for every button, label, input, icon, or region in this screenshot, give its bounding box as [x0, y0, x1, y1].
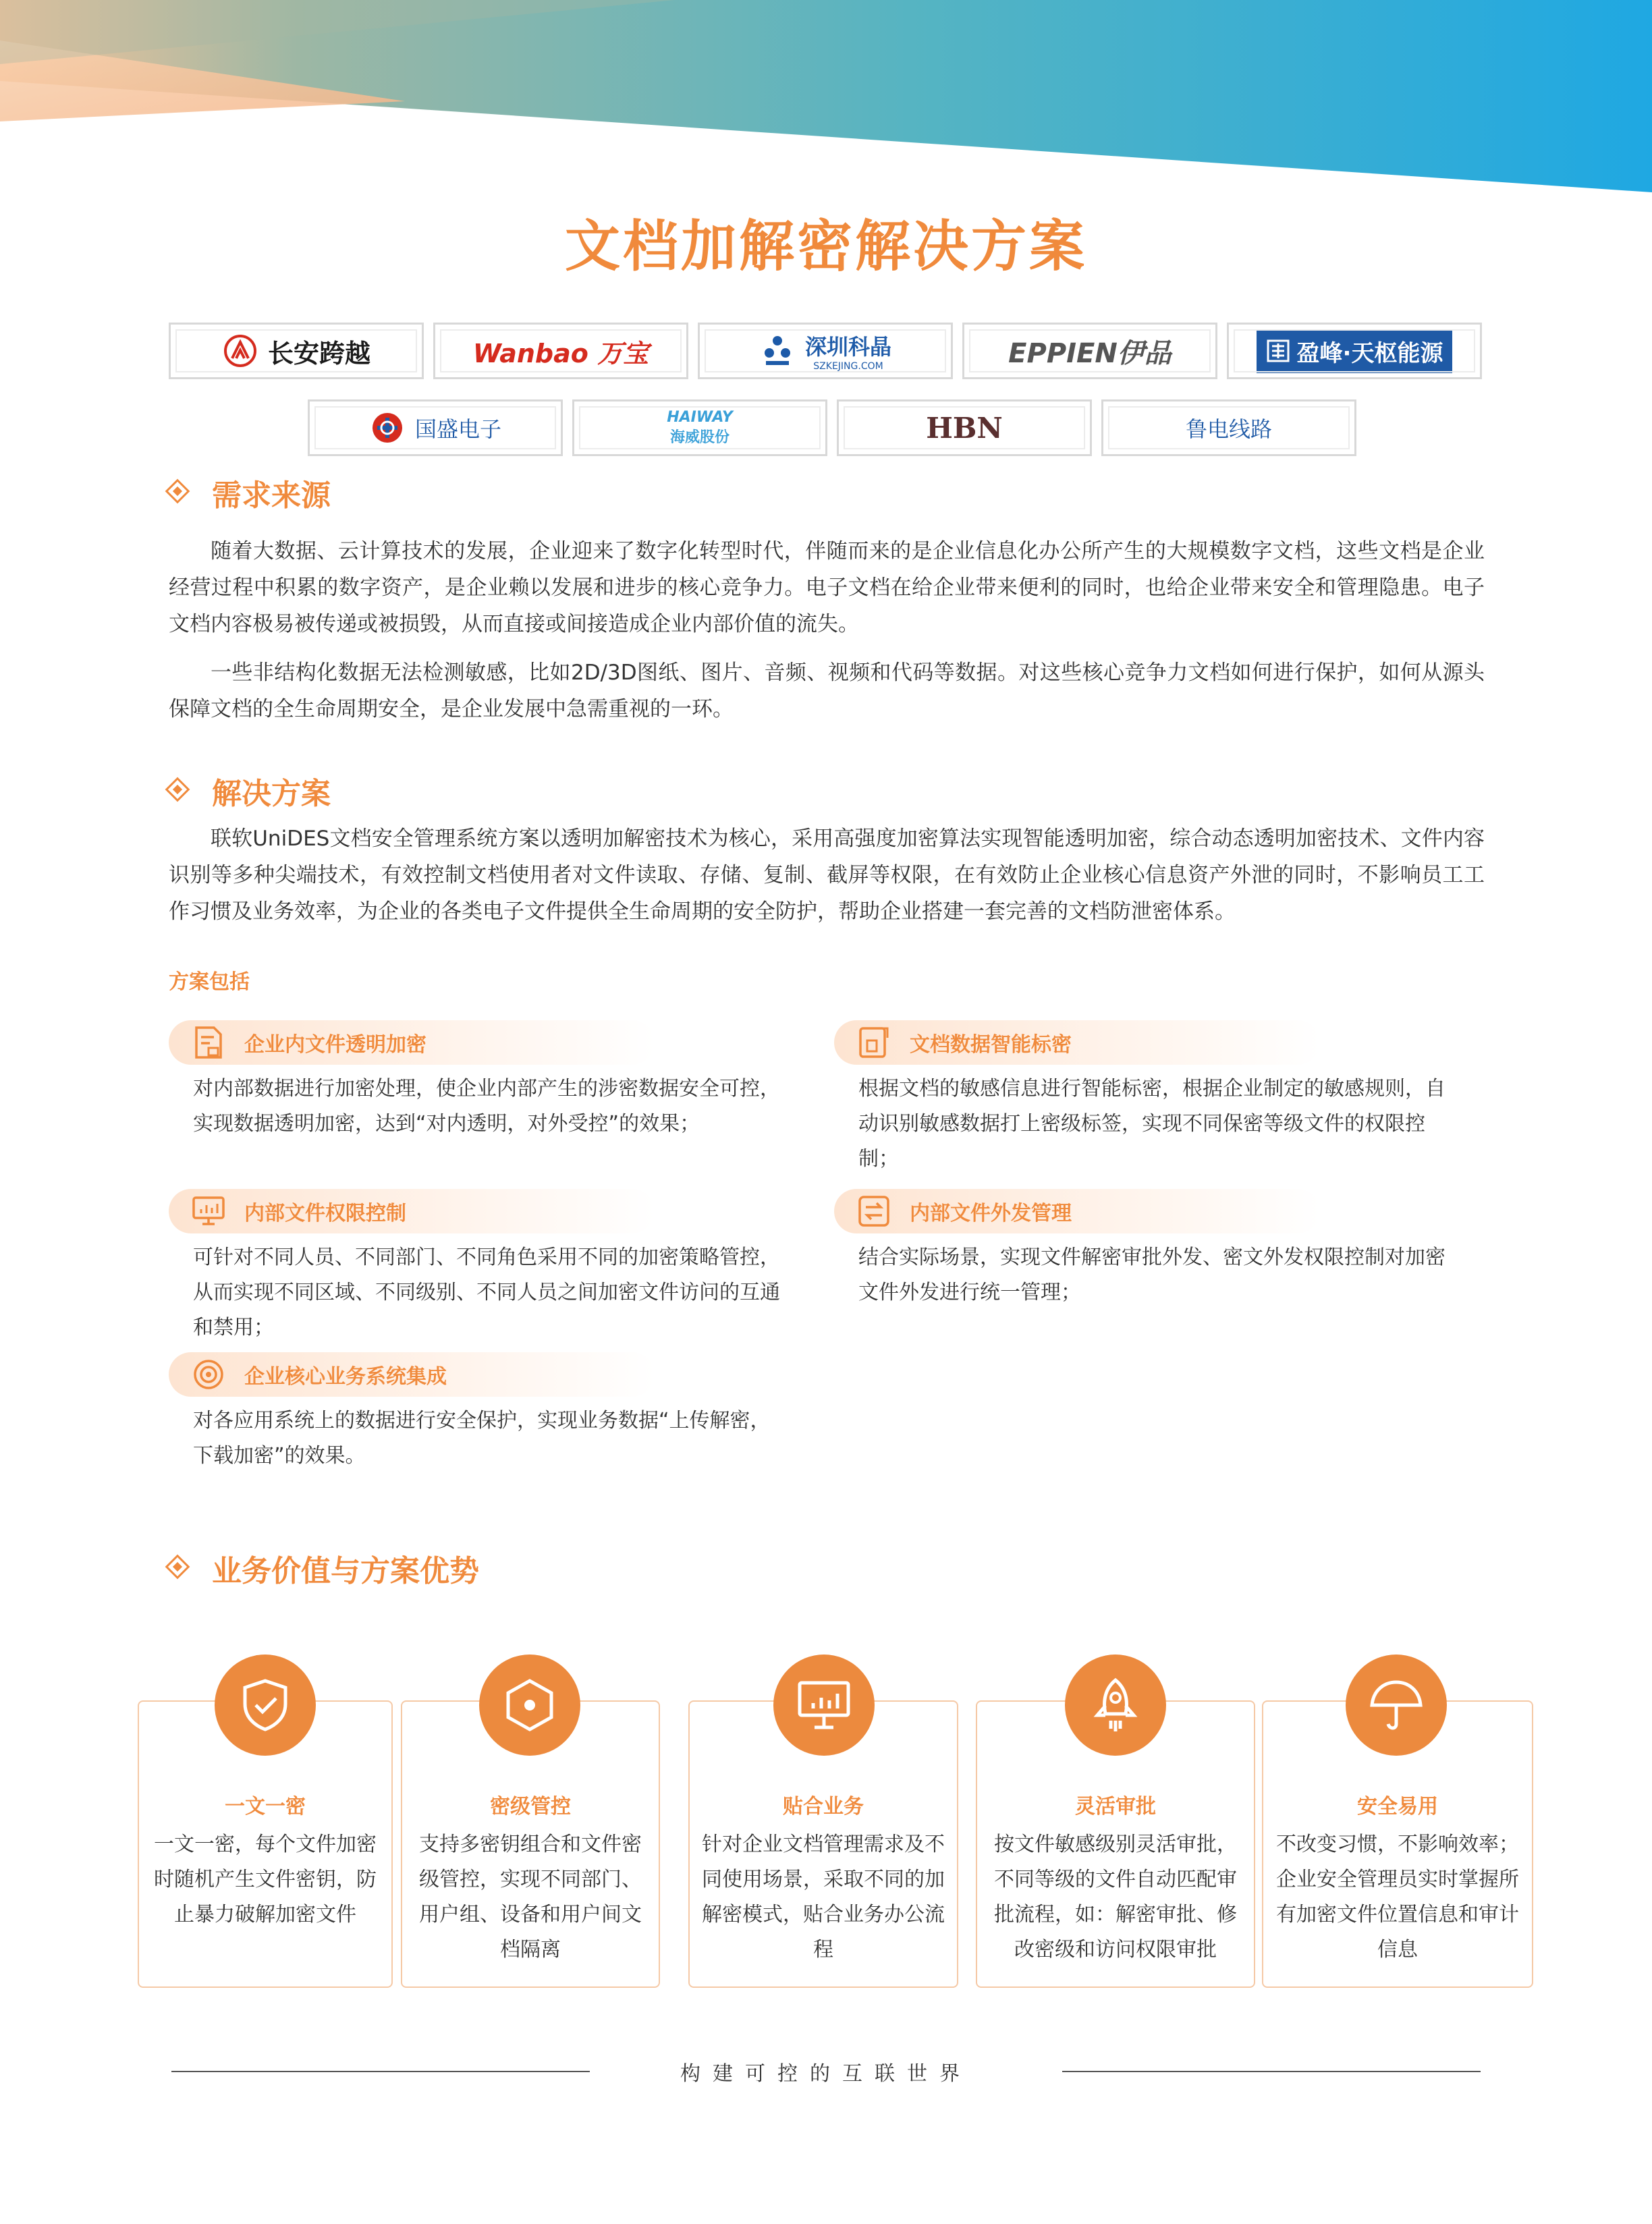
logo-wanbao — [433, 323, 688, 379]
umbrella-icon — [1346, 1655, 1447, 1756]
hexagon-icon — [479, 1655, 580, 1756]
feature-body: 对内部数据进行加密处理，使企业内部产生的涉密数据安全可控，实现数据透明加密，达到“对内透明，对外受控”的效果； — [193, 1077, 780, 1136]
chart-monitor-icon — [773, 1655, 875, 1756]
section-title: 业务价值与方案优势 — [212, 1554, 479, 1588]
logo-label: 国盛电子 — [414, 416, 501, 442]
card-body: 按文件敏感级别灵活审批，不同等级的文件自动匹配审批流程，如：解密审批、修改密级和访问权限审批 — [994, 1833, 1237, 1962]
logo-label: 长安跨越 — [267, 338, 370, 368]
diamond-bullet-icon — [169, 1558, 189, 1578]
changan-mark-icon — [222, 333, 258, 369]
card-body: 一文一密，每个文件加密时随机产生文件密钥，防止暴力破解加密文件 — [154, 1833, 377, 1926]
includes-label: 方案包括 — [169, 970, 250, 994]
logo-label: EPPIEN伊品 — [1008, 337, 1172, 369]
logo-hbn — [837, 399, 1092, 456]
tablet-icon — [852, 1020, 896, 1065]
logo-label: 鲁电线路 — [1185, 416, 1272, 442]
target-icon — [186, 1352, 231, 1397]
logo-guosheng — [308, 399, 563, 456]
header-band — [0, 0, 1652, 196]
paragraph-demand-1: 随着大数据、云计算技术的发展，企业迎来了数字化转型时代，伴随而来的是企业信息化办公所产生的大规模数字文档，这些文档是企业经营过程中积累的数字资产，是企业赖以发展和进步的核心竞争力。电子文档在给企业带来便利的同时，也给企业带来安全和管理隐患。电子文档内容极易被传递或被损毁，从而直接或间接造成企业内部价值的流失。 — [169, 539, 1485, 636]
feature-body: 根据文档的敏感信息进行智能标密，根据企业制定的敏感规则，自动识别敏感数据打上密级标签，实现不同保密等级文件的权限控制； — [858, 1077, 1446, 1171]
rocket-icon — [1065, 1655, 1166, 1756]
feature-body: 结合实际场景，实现文件解密审批外发、密文外发权限控制对加密文件外发进行统一管理； — [858, 1246, 1446, 1304]
paragraph-solution: 联软UniDES文档安全管理系统方案以透明加解密技术为核心，采用高强度加密算法实现智能透明加密，综合动态透明加密技术、文件内容识别等多种尖端技术，有效控制文档使用者对文件读取、存储、复制、截屏等权限，在有效防止企业核心信息资产外泄的同时，不影响员工工作习惯及业务效率，为企业的各类电子文件提供全生命周期的安全防护，帮助企业搭建一套完善的文档防泄密体系。 — [169, 827, 1485, 924]
section-heading-solution — [169, 769, 331, 812]
section-title: 需求来源 — [212, 478, 331, 513]
guosheng-mark-icon — [369, 410, 406, 446]
szkejing-mark-icon — [759, 333, 796, 369]
card-title: 一文一密 — [225, 1795, 306, 1818]
logo-haiwei — [572, 399, 827, 456]
feature-title: 内部文件外发管理 — [910, 1202, 1072, 1225]
logo-yingfeng — [1227, 323, 1482, 379]
logo-label: 深圳科晶 — [804, 334, 891, 360]
card-title: 灵活审批 — [1075, 1795, 1156, 1818]
logo-eppien — [962, 323, 1217, 379]
footer-slogan: 构建可控的互联世界 — [680, 2062, 972, 2086]
feature-body: 可针对不同人员、不同部门、不同角色采用不同的加密策略管控，从而实现不同区域、不同级别、不同人员之间加密文件访问的互通和禁用； — [193, 1246, 780, 1339]
diamond-bullet-icon — [169, 781, 189, 801]
logo-sublabel: HAIWAY — [667, 409, 733, 426]
card-title: 密级管控 — [490, 1795, 571, 1818]
shield-check-icon — [215, 1655, 316, 1756]
feature-title: 企业核心业务系统集成 — [244, 1365, 447, 1389]
feature-title: 企业内文件透明加密 — [244, 1033, 426, 1057]
feature-title: 文档数据智能标密 — [910, 1033, 1072, 1057]
logo-label: 盈峰·天枢能源 — [1296, 339, 1443, 367]
section-heading-value — [169, 1547, 479, 1590]
section-title: 解决方案 — [212, 777, 331, 811]
logo-label: HBN — [926, 411, 1003, 445]
logo-sublabel: SZKEJING.COM — [813, 361, 883, 372]
card-body: 支持多密钥组合和文件密级管控，实现不同部门、用户组、设备和用户间文档隔离 — [419, 1833, 642, 1962]
feature-system-integration — [169, 1352, 790, 1474]
feature-outbound-management — [834, 1189, 1455, 1310]
page-title: 文档加解密解决方案 — [564, 215, 1087, 279]
logo-label: Wanbao 万宝 — [472, 338, 649, 368]
logo-szkejing — [698, 323, 953, 379]
feature-smart-labeling — [834, 1020, 1455, 1177]
card-title: 贴合业务 — [783, 1795, 864, 1818]
card-title: 安全易用 — [1357, 1795, 1438, 1818]
logo-changan-kuayue — [169, 323, 424, 379]
card-body: 不改变习惯，不影响效率；企业安全管理员实时掌握所有加密文件位置信息和审计信息 — [1276, 1833, 1519, 1962]
section-heading-demand — [169, 471, 331, 514]
monitor-icon — [186, 1189, 231, 1233]
logo-ludian — [1101, 399, 1356, 456]
diamond-bullet-icon — [169, 482, 189, 503]
exchange-icon — [852, 1189, 896, 1233]
document-lock-icon — [186, 1020, 231, 1065]
feature-body: 对各应用系统上的数据进行安全保护，实现业务数据“上传解密，下载加密”的效果。 — [193, 1409, 771, 1468]
paragraph-demand-2: 一些非结构化数据无法检测敏感，比如2D/3D图纸、图片、音频、视频和代码等数据。对这些核心竞争力文档如何进行保护，如何从源头保障文档的全生命周期安全，是企业发展中急需重视的一环。 — [169, 661, 1485, 721]
feature-title: 内部文件权限控制 — [244, 1202, 406, 1225]
logo-label: 海威股份 — [669, 429, 729, 446]
yingfeng-mark-icon — [1266, 339, 1290, 363]
card-body: 针对企业文档管理需求及不同使用场景，采取不同的加解密模式，贴合业务办公流程 — [702, 1833, 945, 1962]
feature-transparent-encryption — [169, 1020, 790, 1142]
feature-permission-control — [169, 1189, 790, 1345]
